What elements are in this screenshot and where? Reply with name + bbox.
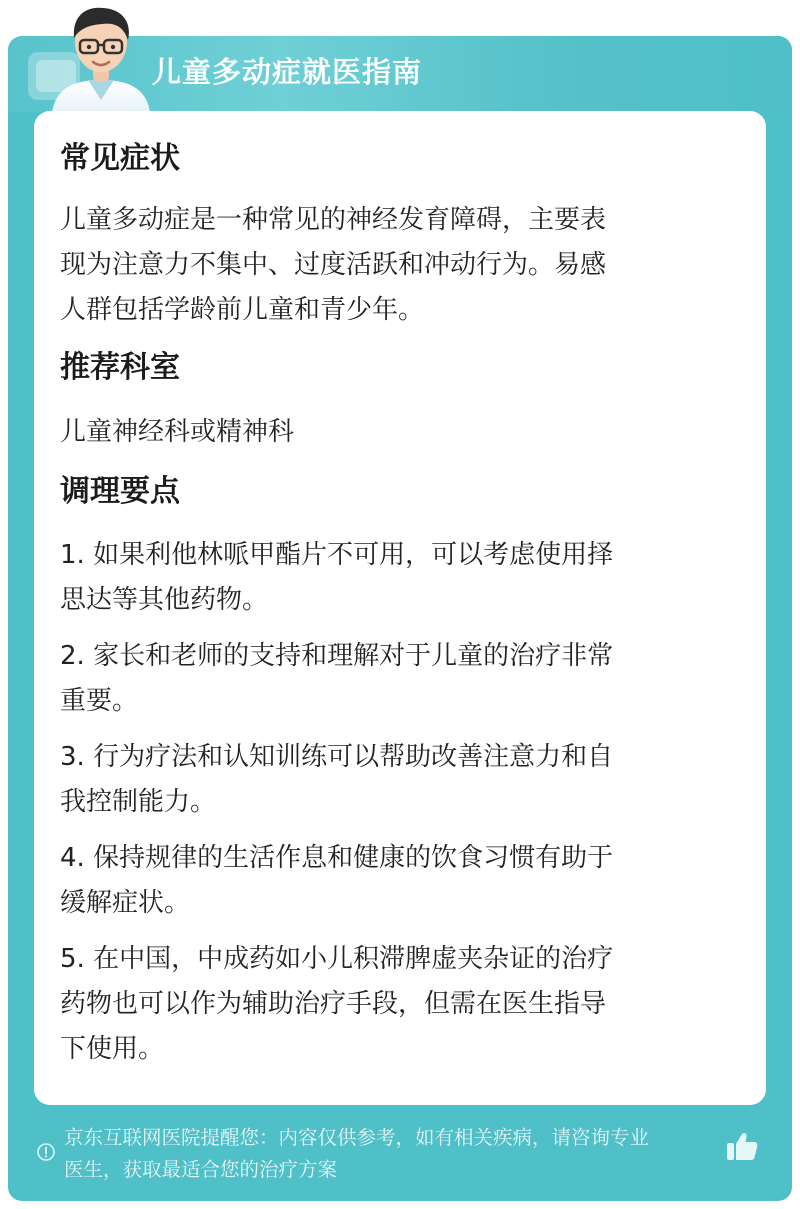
tip-line: 重要。 [60, 686, 139, 716]
tip-item-2 [60, 634, 726, 724]
tip-line: 缓解症状。 [60, 888, 191, 918]
disclaimer-line: 医生，获取最适合您的治疗方案 [64, 1158, 338, 1181]
tip-line: 下使用。 [60, 1034, 165, 1064]
disclaimer [64, 1122, 728, 1186]
tip-item-1 [60, 533, 726, 623]
thumbs-up-icon[interactable] [724, 1128, 760, 1164]
section-body-department [60, 410, 726, 455]
tip-line: 药物也可以作为辅助治疗手段，但需在医生指导 [60, 989, 607, 1019]
section-body-symptoms [60, 198, 726, 333]
info-icon [36, 1142, 56, 1162]
body-line: 现为注意力不集中、过度活跃和冲动行为。易感 [60, 250, 607, 280]
tip-line: 5. 在中国，中成药如小儿积滞脾虚夹杂证的治疗 [60, 944, 614, 974]
section-heading-symptoms: 常见症状 [60, 141, 180, 176]
tip-line: 思达等其他药物。 [60, 585, 269, 615]
tip-line: 2. 家长和老师的支持和理解对于儿童的治疗非常 [60, 641, 614, 671]
disclaimer-line: 京东互联网医院提醒您：内容仅供参考，如有相关疾病，请咨询专业 [64, 1126, 650, 1149]
tip-line: 4. 保持规律的生活作息和健康的饮食习惯有助于 [60, 843, 614, 873]
body-line: 儿童多动症是一种常见的神经发育障碍，主要表 [60, 205, 607, 235]
tip-item-3 [60, 735, 726, 825]
tip-line: 1. 如果利他林哌甲酯片不可用，可以考虑使用择 [60, 540, 614, 570]
body-line: 儿童神经科或精神科 [60, 417, 295, 447]
page-title: 儿童多动症就医指南 [152, 55, 423, 89]
tip-item-5 [60, 937, 726, 1072]
tip-item-4 [60, 836, 726, 926]
tip-line: 我控制能力。 [60, 787, 217, 817]
doctor-avatar [48, 0, 154, 112]
body-line: 人群包括学龄前儿童和青少年。 [60, 295, 425, 325]
section-heading-department: 推荐科室 [60, 350, 180, 385]
tip-line: 3. 行为疗法和认知训练可以帮助改善注意力和自 [60, 742, 614, 772]
section-heading-care: 调理要点 [60, 474, 180, 509]
